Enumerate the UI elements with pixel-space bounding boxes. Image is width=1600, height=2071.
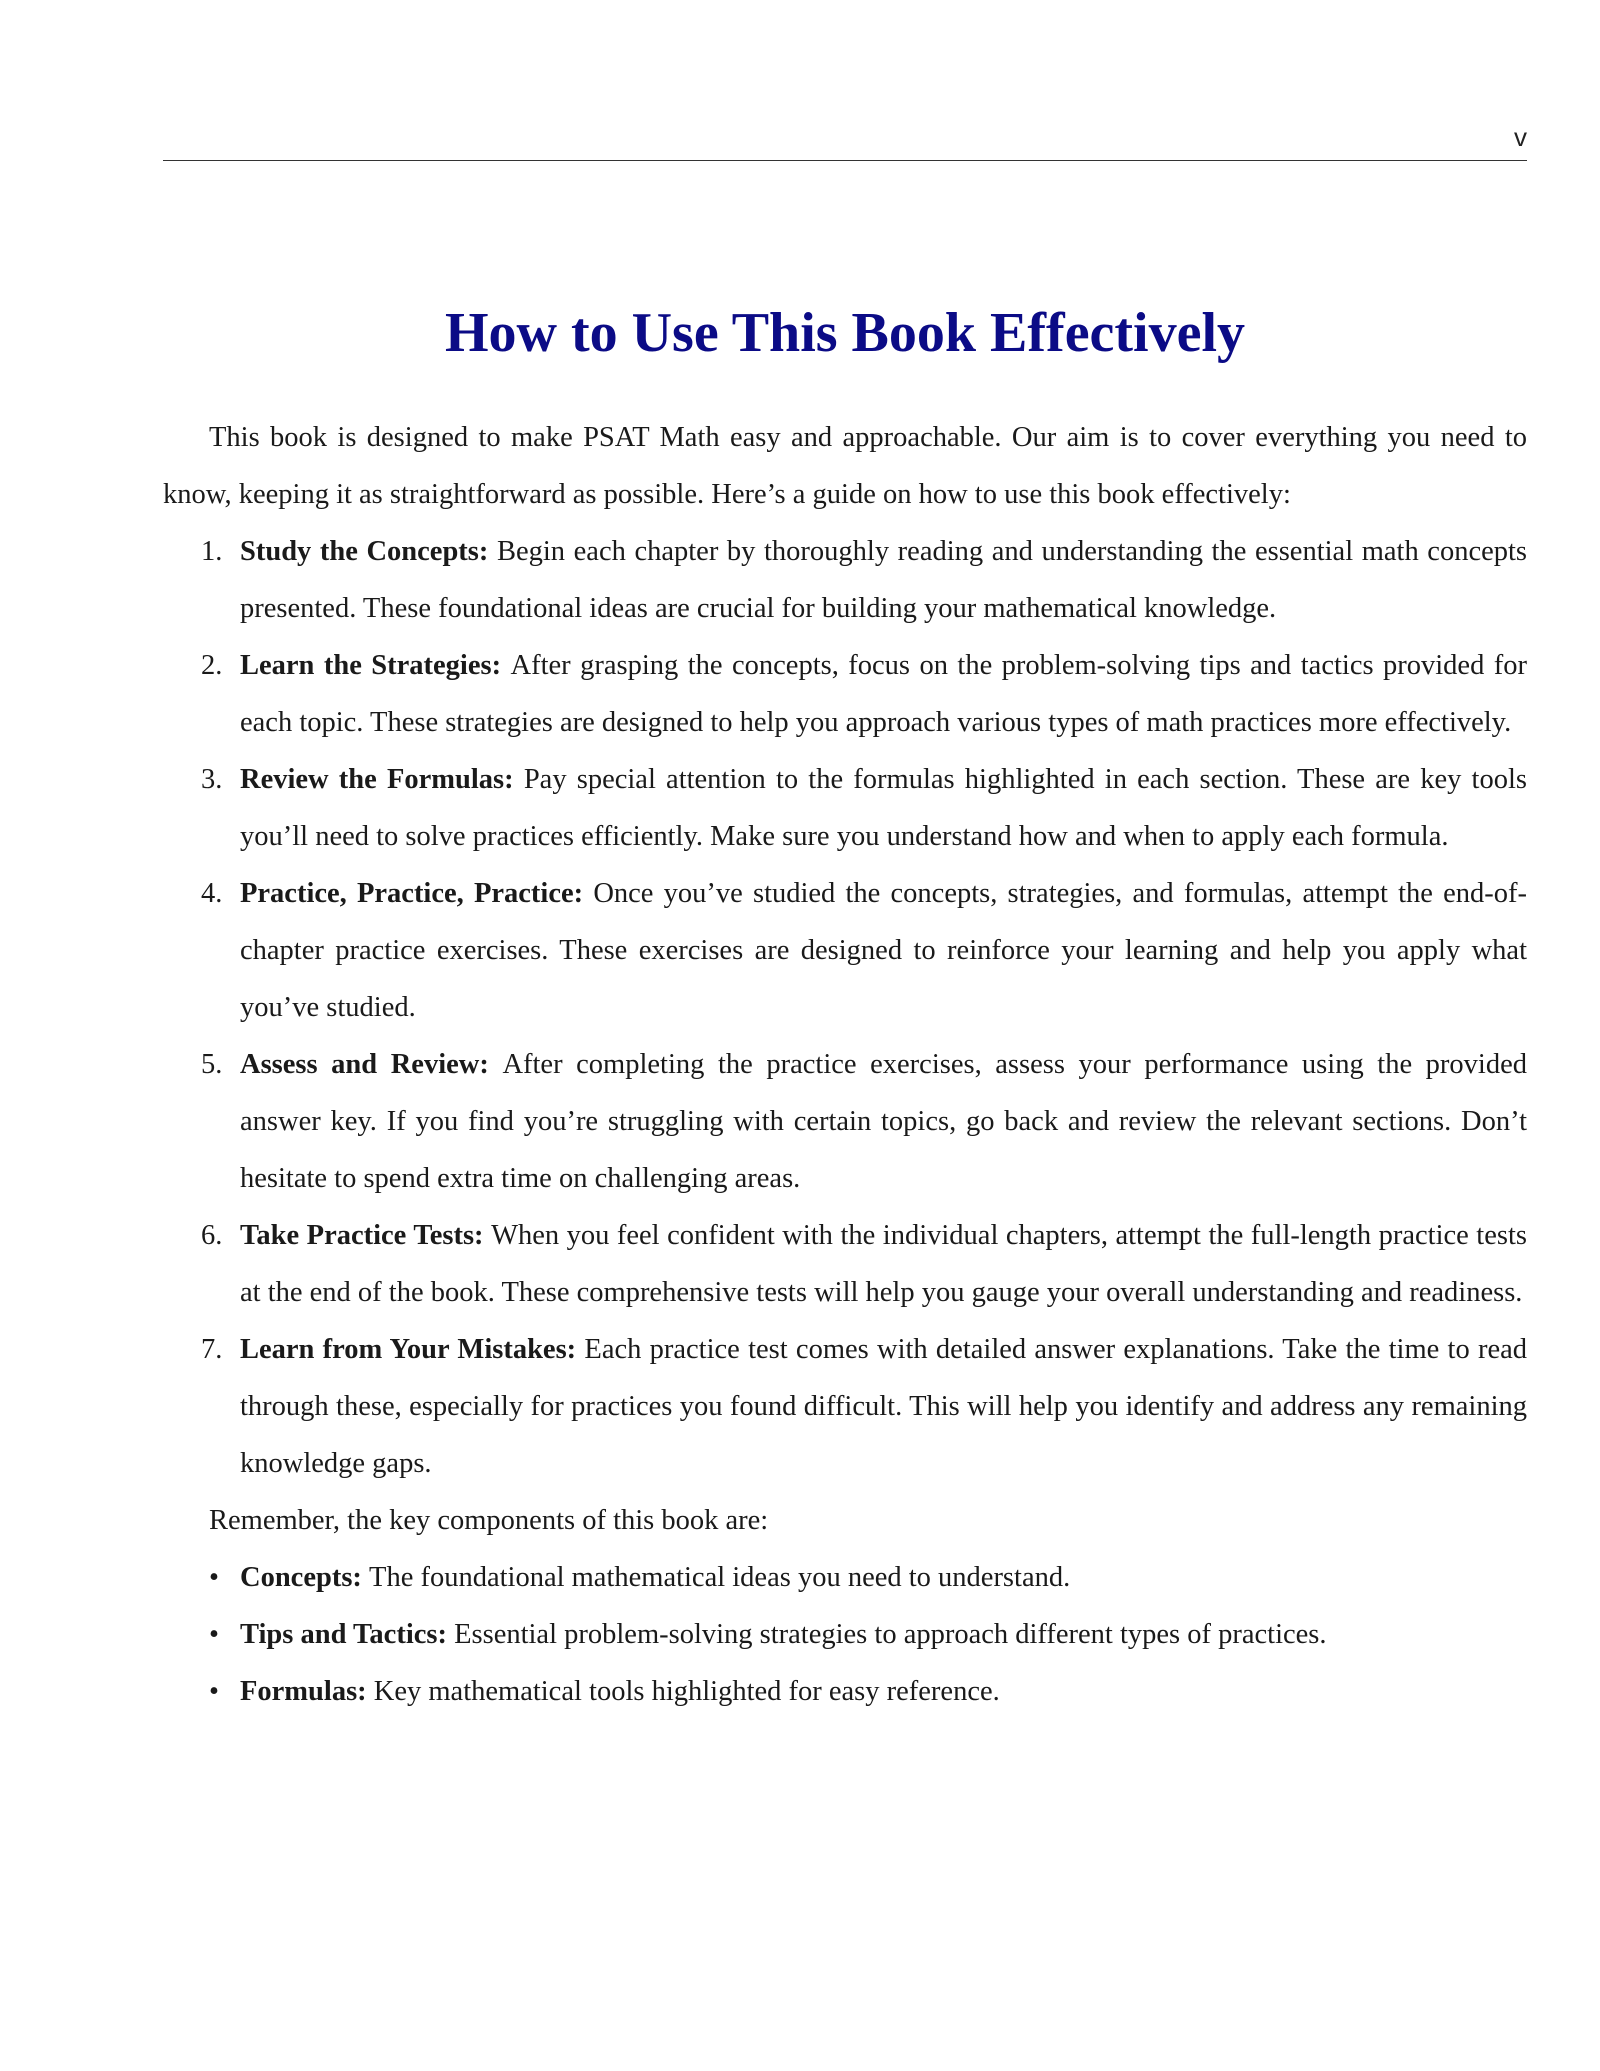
step-heading: Take Practice Tests: [240,1220,492,1251]
step-heading: Assess and Review: [240,1049,503,1080]
step-number: 5. [201,1049,223,1080]
page-content [163,409,1527,1720]
step-heading: Practice, Practice, Practice: [240,878,594,909]
step-number: 2. [201,650,223,681]
component-text: The foundational mathematical ideas you need to understand. [369,1562,1071,1593]
intro-paragraph: This book is designed to make PSAT Math easy and approachable. Our aim is to cover everything you need to know, keeping it as straightforward as possible. Here’s a guide on how to use this book effectively: [163,422,1527,510]
bullet-icon: • [209,1619,219,1650]
step-number: 1. [201,536,223,567]
component-heading: Concepts: [240,1562,370,1593]
step-text: Begin each chapter by thoroughly reading and understanding the essential math concepts presented. These foundational ideas are crucial for building your mathematical knowledge. [240,536,1527,624]
bullet-icon: • [209,1562,219,1593]
component-item [163,1549,1527,1606]
step-heading: Review the Formulas: [240,764,524,795]
component-item [163,1606,1527,1663]
step-text: When you feel confident with the individual chapters, attempt the full-length practice tests at the end of the book. These comprehensive tests will help you gauge your overall understanding and readiness. [240,1220,1527,1308]
components-list [163,1549,1527,1720]
remember-paragraph: Remember, the key components of this book are: [209,1505,769,1536]
component-text: Essential problem-solving strategies to approach different types of practices. [454,1619,1327,1650]
running-header [163,122,1527,161]
steps-list [163,523,1527,1492]
component-item [163,1663,1527,1720]
step-item [163,1321,1527,1492]
component-text: Key mathematical tools highlighted for easy reference. [373,1676,1000,1707]
step-item [163,1036,1527,1207]
component-heading: Formulas: [240,1676,374,1707]
step-item [163,637,1527,751]
step-heading: Study the Concepts: [240,536,497,567]
step-heading: Learn from Your Mistakes: [240,1334,585,1365]
bullet-icon: • [209,1676,219,1707]
step-text: After completing the practice exercises, assess your performance using the provided answer key. If you find you’re struggling with certain topics, go back and review the relevant sections. Don’t hesitate to spend extra time on challenging areas. [240,1049,1527,1194]
component-heading: Tips and Tactics: [240,1619,455,1650]
step-item [163,751,1527,865]
step-number: 7. [201,1334,223,1365]
step-item [163,1207,1527,1321]
step-item [163,865,1527,1036]
step-heading: Learn the Strategies: [240,650,511,681]
step-number: 4. [201,878,223,909]
step-number: 6. [201,1220,223,1251]
step-item [163,523,1527,637]
step-text: Once you’ve studied the concepts, strategies, and formulas, attempt the end-of-chapter practice exercises. These exercises are designed to reinforce your learning and help you apply what you’ve studied. [240,878,1527,1023]
page-title: How to Use This Book Effectively [444,302,1246,364]
step-text: Pay special attention to the formulas highlighted in each section. These are key tools you’ll need to solve practices efficiently. Make sure you understand how and when to apply each formula. [240,764,1527,852]
step-text: After grasping the concepts, focus on the problem-solving tips and tactics provided for each topic. These strategies are designed to help you approach various types of math practices more effectively. [240,650,1527,738]
step-number: 3. [201,764,223,795]
page-number: v [1514,122,1527,152]
step-text: Each practice test comes with detailed answer explanations. Take the time to read through these, especially for practices you found difficult. This will help you identify and address any remaining knowledge gaps. [240,1334,1527,1479]
